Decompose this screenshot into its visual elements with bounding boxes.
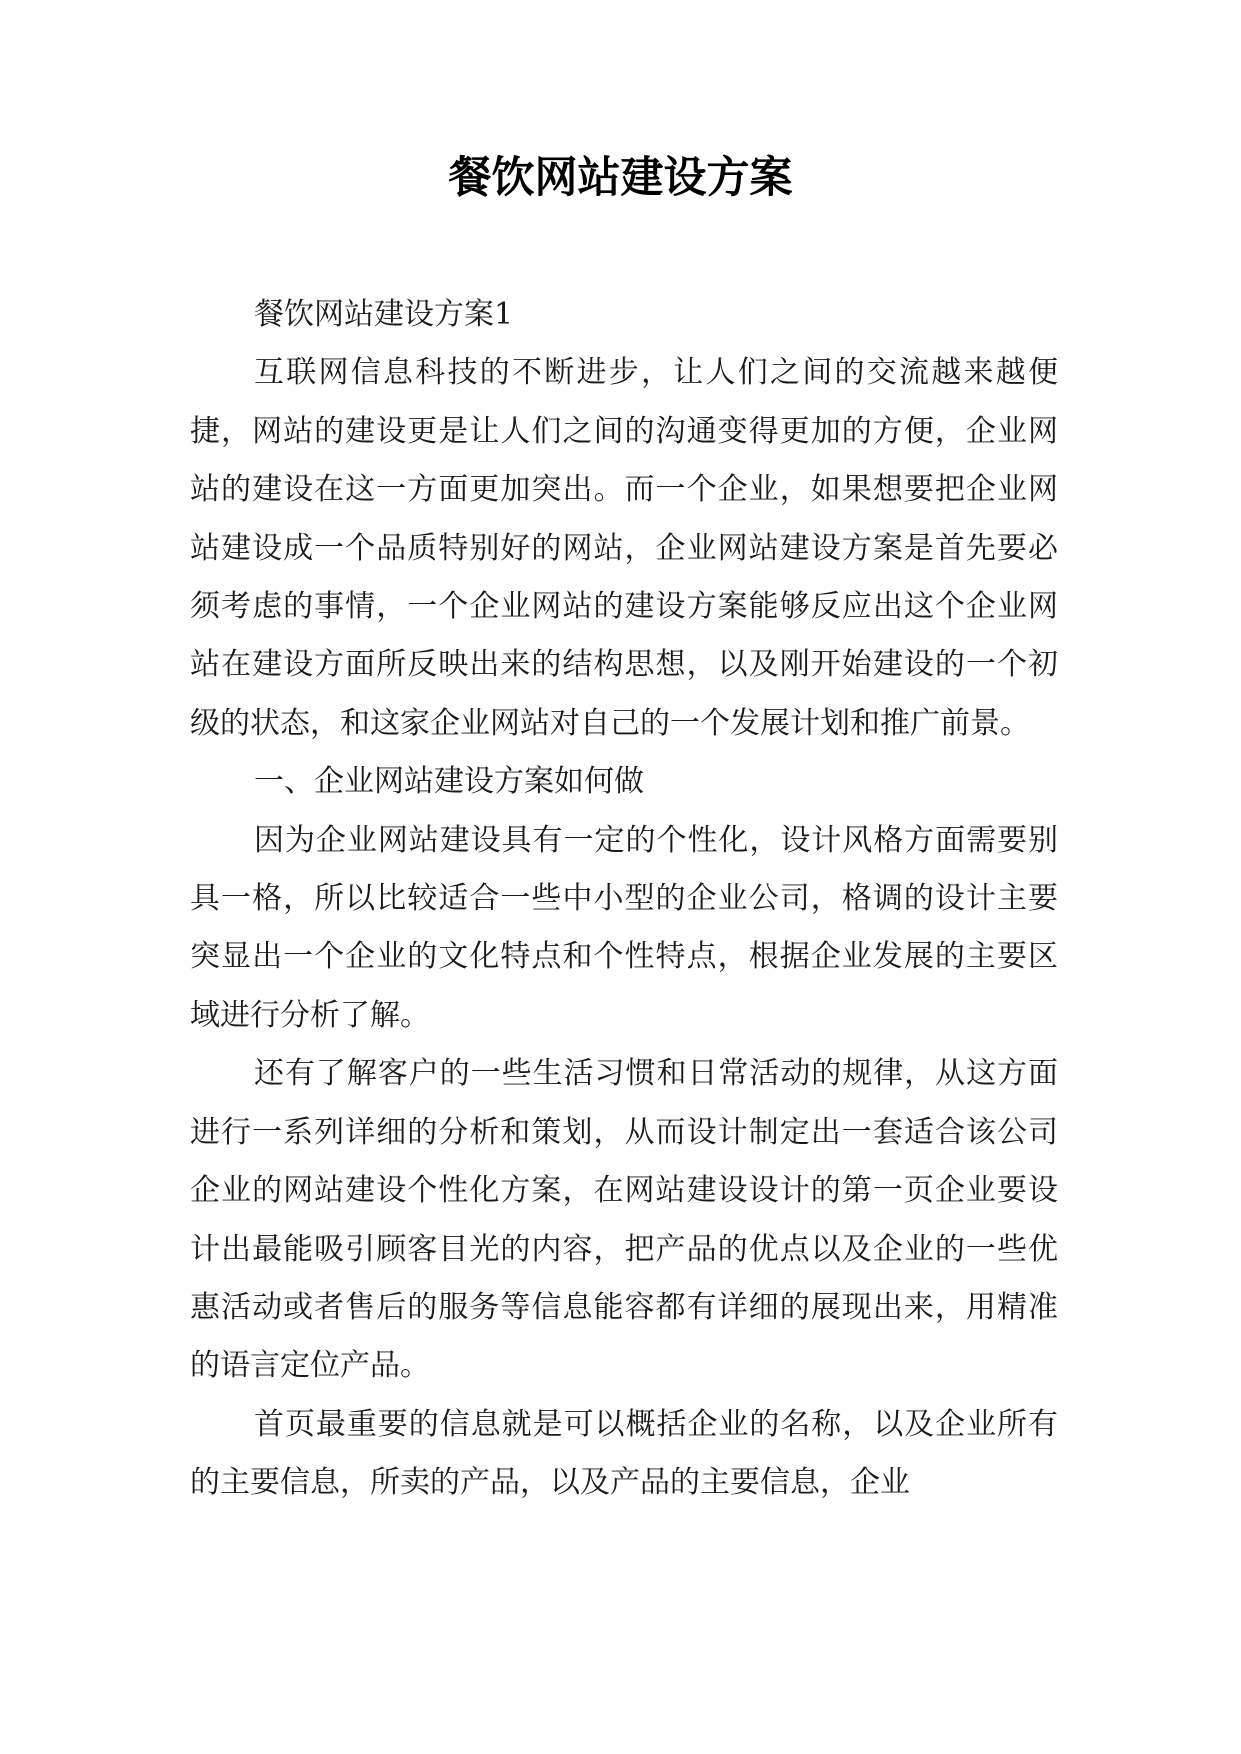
- document-title: 餐饮网站建设方案: [448, 153, 793, 203]
- paragraph-customer-habits: 还有了解客户的一些生活习惯和日常活动的规律，从这方面进行一系列详细的分析和策划，从而设计制定出一套适合该公司企业的网站建设个性化方案，在网站建设设计的第一页企业要设计出最能吸引顾客目光的内容，把产品的优点以及企业的一些优惠活动或者售后的服务等信息能容都有详细的展现出来，用精准的语言定位产品。: [190, 1056, 1058, 1384]
- document-body: [190, 286, 1058, 1513]
- paragraph-heading-1: 餐饮网站建设方案1: [254, 297, 514, 332]
- paragraph-homepage-info: 首页最重要的信息就是可以概括企业的名称，以及企业所有的主要信息，所卖的产品，以及产品的主要信息，企业: [190, 1406, 1058, 1501]
- paragraph-intro: 互联网信息科技的不断进步，让人们之间的交流越来越便捷，网站的建设更是让人们之间的沟通变得更加的方便，企业网站的建设在这一方面更加突出。而一个企业，如果想要把企业网站建设成一个品质特别好的网站，企业网站建设方案是首先要必须考虑的事情，一个企业网站的建设方案能够反应出这个企业网站在建设方面所反映出来的结构思想，以及刚开始建设的一个初级的状态，和这家企业网站对自己的一个发展计划和推广前景。: [190, 355, 1058, 741]
- paragraph-section-heading: 一、企业网站建设方案如何做: [254, 764, 644, 800]
- paragraph-personalization: 因为企业网站建设具有一定的个性化，设计风格方面需要别具一格，所以比较适合一些中小型的企业公司，格调的设计主要突显出一个企业的文化特点和个性特点，根据企业发展的主要区域进行分析了解。: [190, 822, 1058, 1033]
